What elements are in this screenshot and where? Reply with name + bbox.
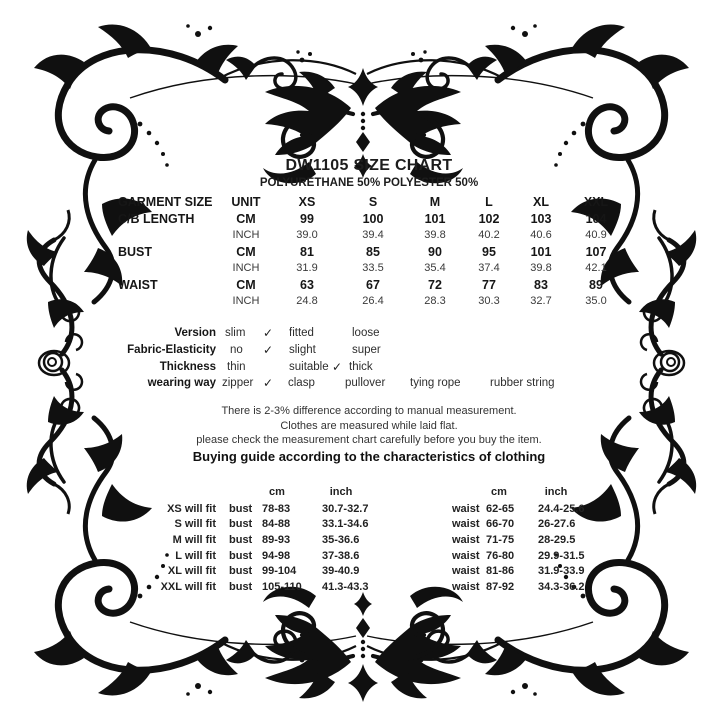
fit-label: M will fit [172, 533, 216, 546]
bust-range-inch: 30.7-32.7 [322, 502, 369, 515]
option-zipper: zipper [222, 377, 254, 390]
waist-range-inch: 24.4-25.6 [538, 502, 585, 515]
size-value: 39.0 [296, 229, 318, 241]
fit-header-cm: cm [269, 486, 285, 498]
attribute-row-fabric-elasticity [0, 342, 723, 358]
check-icon: ✓ [263, 342, 274, 357]
size-value: 95 [482, 244, 496, 259]
bust-range-inch: 33.1-34.6 [322, 518, 369, 531]
table-row-cb-length-inch [0, 227, 723, 244]
material-subtitle: POLYURETHANE 50% POLYESTER 50% [259, 177, 479, 189]
chart-title: DW1105 SIZE CHART [285, 157, 453, 174]
fit-row-m [0, 533, 723, 549]
size-value: 104 [585, 211, 607, 226]
bust-range-inch: 35-36.6 [322, 533, 360, 546]
waist-range-inch: 34.3-36.2 [538, 581, 585, 593]
option-clasp: clasp [288, 377, 315, 390]
size-value: 81 [300, 244, 314, 259]
size-value: 39.4 [362, 229, 384, 241]
unit-cell: INCH [232, 295, 260, 307]
bust-range-cm: 89-93 [262, 533, 291, 546]
waist-range-cm: 71-75 [486, 533, 515, 546]
body-part-label: bust [229, 565, 253, 578]
size-value: 28.3 [424, 295, 446, 307]
size-value: 40.6 [530, 229, 552, 241]
option-slight: slight [289, 343, 316, 356]
fit-row-xxl [0, 580, 723, 596]
size-value: 35.4 [424, 262, 446, 274]
size-value: 26.4 [362, 295, 384, 307]
option-no: no [230, 343, 243, 356]
size-value: 89 [589, 277, 603, 292]
bust-range-cm: 94-98 [262, 549, 291, 562]
size-value: 103 [530, 211, 552, 226]
unit-cell: INCH [232, 229, 260, 241]
note-line: There is 2-3% difference according to manual measurement. [221, 405, 517, 417]
bust-range-cm: 99-104 [262, 565, 297, 578]
bust-range-inch: 37-38.6 [322, 549, 360, 562]
body-part-label: waist [452, 549, 480, 562]
fit-label: S will fit [174, 518, 216, 531]
option-fitted: fitted [289, 327, 314, 339]
size-value: 24.8 [296, 295, 318, 307]
fit-row-xs [0, 502, 723, 518]
table-row-cb-length-cm [0, 211, 723, 228]
fit-header-inch: inch [329, 486, 353, 498]
size-value: 102 [478, 211, 500, 226]
buying-guide-heading: Buying guide according to the characteristics of clothing [192, 449, 546, 464]
option-super: super [352, 343, 381, 356]
body-part-label: bust [229, 581, 253, 593]
body-part-label: waist [452, 502, 480, 515]
option-tying-rope: tying rope [410, 377, 461, 390]
size-value: 39.8 [530, 262, 552, 274]
size-value: 33.5 [362, 262, 384, 274]
size-value: 85 [366, 244, 380, 259]
column-header-garment-size: GARMENT SIZE [118, 195, 213, 209]
size-value: 99 [300, 211, 314, 226]
column-header-xxl: XXL [583, 195, 609, 209]
body-part-label: bust [229, 549, 253, 562]
fit-row-l [0, 549, 723, 565]
fit-row-xl [0, 564, 723, 580]
size-value: 39.8 [424, 229, 446, 241]
fit-row-s [0, 517, 723, 533]
option-thick: thick [349, 360, 373, 373]
table-row-bust-cm [0, 244, 723, 261]
fit-label: XL will fit [167, 565, 216, 578]
body-part-label: waist [452, 518, 480, 531]
note-line: please check the measurement chart carefully before you buy the item. [196, 434, 542, 446]
bust-range-cm: 78-83 [262, 502, 291, 515]
column-header-unit: UNIT [231, 195, 261, 209]
size-value: 31.9 [296, 262, 318, 274]
body-part-label: bust [229, 502, 253, 515]
option-pullover: pullover [345, 377, 386, 390]
bust-range-inch: 41.3-43.3 [322, 581, 369, 593]
note-line: Clothes are measured while laid flat. [280, 419, 458, 432]
table-row-bust-inch [0, 260, 723, 277]
size-value: 101 [424, 211, 446, 226]
table-header-row [0, 194, 723, 211]
fit-label: XXL will fit [160, 581, 216, 593]
row-label: WAIST [118, 277, 158, 292]
body-part-label: bust [229, 533, 253, 546]
size-value: 42.1 [585, 262, 607, 274]
fit-label: L will fit [175, 549, 216, 562]
size-value: 37.4 [478, 262, 500, 274]
size-value: 77 [482, 277, 496, 292]
waist-range-cm: 62-65 [486, 502, 515, 515]
table-row-waist-cm [0, 277, 723, 294]
attribute-label: wearing way [147, 377, 216, 390]
attribute-label: Thickness [159, 360, 216, 373]
size-value: 83 [534, 277, 548, 292]
fit-header-inch: inch [544, 486, 568, 498]
attribute-label: Version [174, 327, 216, 339]
size-value: 40.2 [478, 229, 500, 241]
size-value: 67 [366, 277, 380, 292]
row-label: C/B LENGTH [118, 211, 195, 226]
size-value: 35.0 [585, 295, 607, 307]
attribute-row-wearing-way [0, 375, 723, 391]
column-header-xl: XL [533, 195, 549, 209]
waist-range-inch: 29.9-31.5 [538, 549, 585, 562]
check-icon: ✓ [263, 326, 274, 340]
waist-range-inch: 26-27.6 [538, 518, 576, 531]
option-loose: loose [352, 327, 380, 339]
table-row-waist-inch [0, 293, 723, 310]
unit-cell: CM [236, 211, 256, 226]
fit-label: XS will fit [167, 502, 216, 515]
option-thin: thin [227, 360, 246, 373]
bust-range-cm: 105-110 [262, 581, 302, 593]
column-header-xs: XS [298, 195, 316, 209]
size-value: 63 [300, 277, 314, 292]
size-value: 101 [530, 244, 552, 259]
waist-range-cm: 76-80 [486, 549, 515, 562]
unit-cell: CM [236, 277, 256, 292]
fit-header-cm: cm [491, 486, 507, 498]
body-part-label: waist [452, 581, 480, 593]
option-suitable: suitable [289, 360, 329, 373]
bust-range-cm: 84-88 [262, 518, 291, 531]
row-label: BUST [118, 244, 153, 259]
size-value: 32.7 [530, 295, 552, 307]
attribute-row-thickness [0, 359, 723, 375]
size-value: 90 [428, 244, 442, 259]
size-value: 40.9 [585, 229, 607, 241]
fit-header-row [0, 485, 723, 501]
waist-range-inch: 28-29.5 [538, 533, 576, 546]
body-part-label: waist [452, 565, 480, 578]
size-value: 30.3 [478, 295, 500, 307]
waist-range-cm: 87-92 [486, 581, 515, 593]
waist-range-inch: 31.9-33.9 [538, 565, 585, 578]
column-header-l: L [485, 195, 493, 209]
unit-cell: INCH [232, 262, 260, 274]
check-icon: ✓ [332, 359, 343, 374]
column-header-s: S [368, 195, 378, 209]
unit-cell: CM [236, 244, 256, 259]
body-part-label: bust [229, 518, 253, 531]
waist-range-cm: 81-86 [486, 565, 515, 578]
body-part-label: waist [452, 533, 480, 546]
waist-range-cm: 66-70 [486, 518, 515, 531]
size-value: 100 [362, 211, 384, 226]
option-rubber-string: rubber string [490, 377, 555, 390]
bust-range-inch: 39-40.9 [322, 565, 360, 578]
attribute-label: Fabric-Elasticity [127, 343, 216, 356]
attribute-row-version [0, 325, 723, 341]
size-value: 107 [585, 244, 607, 259]
size-value: 72 [428, 277, 442, 292]
column-header-m: M [429, 195, 441, 209]
option-slim: slim [225, 327, 246, 339]
check-icon: ✓ [263, 376, 274, 391]
